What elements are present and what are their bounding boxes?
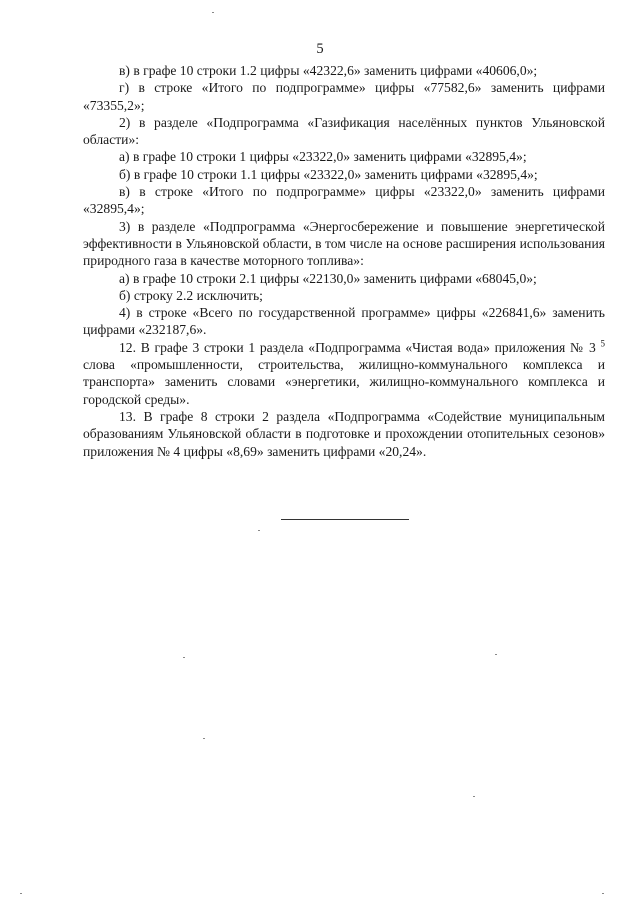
paragraph: 4) в строке «Всего по государственной программе» цифры «226841,6» заменить цифрами «232187,6».	[83, 305, 605, 338]
scan-speck	[20, 893, 22, 894]
paragraph-12	[83, 339, 605, 408]
paragraph: в) в графе 10 строки 1.2 цифры «42322,6» заменить цифрами «40606,0»;	[119, 63, 538, 78]
paragraph: 3) в разделе «Подпрограмма «Энергосбережение и повышение энергетической эффективности в Ульяновской области, в том числе на основе расширения использования природного газа в качестве моторного топлива»:	[83, 218, 605, 269]
document-body	[83, 62, 605, 460]
scan-speck	[258, 530, 260, 531]
scan-speck	[212, 12, 214, 13]
closing-rule	[281, 519, 409, 520]
scan-speck	[203, 738, 205, 739]
scan-speck	[495, 654, 497, 655]
scan-speck	[602, 893, 604, 894]
superscript: 5	[600, 338, 605, 349]
paragraph-12-start: 12. В графе 3 строки 1 раздела «Подпрограмма «Чистая вода» приложения № 3	[119, 339, 596, 355]
paragraph: а) в графе 10 строки 1 цифры «23322,0» заменить цифрами «32895,4»;	[119, 149, 527, 165]
paragraph: 13. В графе 8 строки 2 раздела «Подпрограмма «Содействие муниципальным образованиям Ульяновской области в подготовке и прохождении отопительных сезонов» приложения № 4 цифры «8,69» заменить цифрами «20,24».	[83, 408, 605, 459]
paragraph: 2) в разделе «Подпрограмма «Газификация населённых пунктов Ульяновской области»:	[83, 114, 605, 148]
paragraph-12-end: слова «промышленности, строительства, жилищно-коммунального комплекса и транспорта» заменить словами «энергетики, жилищно-коммунального комплекса и городской среды».	[83, 357, 605, 407]
paragraph: в) в строке «Итого по подпрограмме» цифры «23322,0» заменить цифрами «32895,4»;	[83, 184, 605, 217]
page-number: 5	[316, 41, 324, 57]
paragraph: г) в строке «Итого по подпрограмме» цифры «77582,6» заменить цифрами «73355,2»;	[83, 80, 605, 113]
scan-speck	[183, 657, 185, 658]
paragraph: а) в графе 10 строки 2.1 цифры «22130,0» заменить цифрами «68045,0»;	[119, 270, 537, 286]
paragraph: б) строку 2.2 исключить;	[119, 287, 263, 303]
paragraph: б) в графе 10 строки 1.1 цифры «23322,0» заменить цифрами «32895,4»;	[119, 166, 538, 182]
scan-speck	[473, 796, 475, 797]
